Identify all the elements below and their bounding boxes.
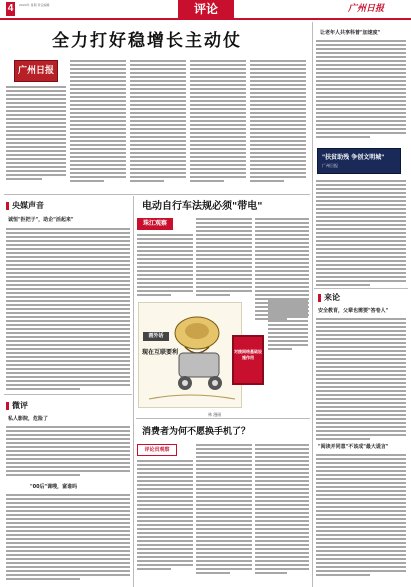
center-headline: 电动自行车法规必须"带电" — [142, 201, 263, 212]
left-story2-title: 私人影院，危险了 — [8, 416, 49, 422]
newspaper-logo: 广州日报 — [348, 4, 385, 14]
right-column-rule — [312, 22, 313, 587]
left-story3-title: "00后"课嗖，富谁吗 — [30, 484, 78, 490]
left-story2-text — [6, 426, 130, 478]
main-article-col-1 — [6, 86, 66, 182]
left-divider — [4, 394, 132, 395]
main-headline: 全力打好稳增长主动仗 — [52, 31, 242, 51]
center-text-col-1 — [137, 234, 193, 298]
center-text-col-2 — [196, 218, 252, 298]
right-section-tag: 来论 — [318, 292, 340, 304]
header-info: 2024年 星期 责任编辑 — [19, 3, 50, 7]
center-bottom-col-1 — [137, 460, 193, 572]
sidebar-top-text — [316, 40, 406, 140]
center-bottom-col-2 — [196, 444, 252, 576]
sidebar-mid-text — [316, 180, 406, 288]
center-divider — [136, 418, 310, 419]
section-title: 评论 — [178, 0, 234, 18]
illustration-title: 现在互联要利 — [142, 349, 179, 356]
left-story3-text — [6, 494, 130, 582]
commentary-tag: 评论员观察 — [137, 444, 177, 456]
header-rule — [0, 18, 411, 20]
main-article-col-4 — [190, 60, 246, 184]
right-story2-text — [316, 454, 406, 578]
right-story2-title: "阅读并同意"不该成"最大谎言" — [318, 444, 389, 450]
main-article-divider — [4, 194, 310, 195]
right-story1-title: 安全教育，父辈也需要"答卷人" — [318, 308, 389, 314]
right-divider — [314, 288, 408, 289]
center-text-col-4 — [268, 300, 308, 352]
left-section-tag-2: 微评 — [6, 400, 28, 412]
cartoon-sign: 对接网络基础设施作用 — [232, 335, 264, 385]
column-tag-zhujiang: 珠江观察 — [137, 218, 173, 230]
main-article-col-5 — [250, 60, 306, 184]
illustration-tag: 画外话 — [143, 332, 169, 341]
column-badge: 广州日报 — [14, 60, 58, 82]
center-bottom-col-3 — [255, 444, 309, 576]
cartoon-caption: 林 漫画 — [208, 412, 222, 417]
left-story1-title: 诚恒"拒把子"，助企"活起来" — [8, 217, 74, 223]
left-column-rule — [133, 196, 134, 587]
main-article-col-3 — [130, 60, 186, 184]
sidebar-top-title: 让老年人共享科普"加速度" — [320, 30, 381, 36]
left-story1-text — [6, 228, 130, 392]
left-section-tag: 央媒声音 — [6, 200, 44, 212]
main-article-col-2 — [70, 60, 126, 184]
charity-ad: "扶贫助残 争创文明城" 广州日报 — [317, 148, 401, 174]
page-number: 4 — [7, 3, 14, 14]
right-story1-text — [316, 318, 406, 442]
center-bottom-headline: 消费者为何不愿换手机了？ — [142, 427, 251, 437]
